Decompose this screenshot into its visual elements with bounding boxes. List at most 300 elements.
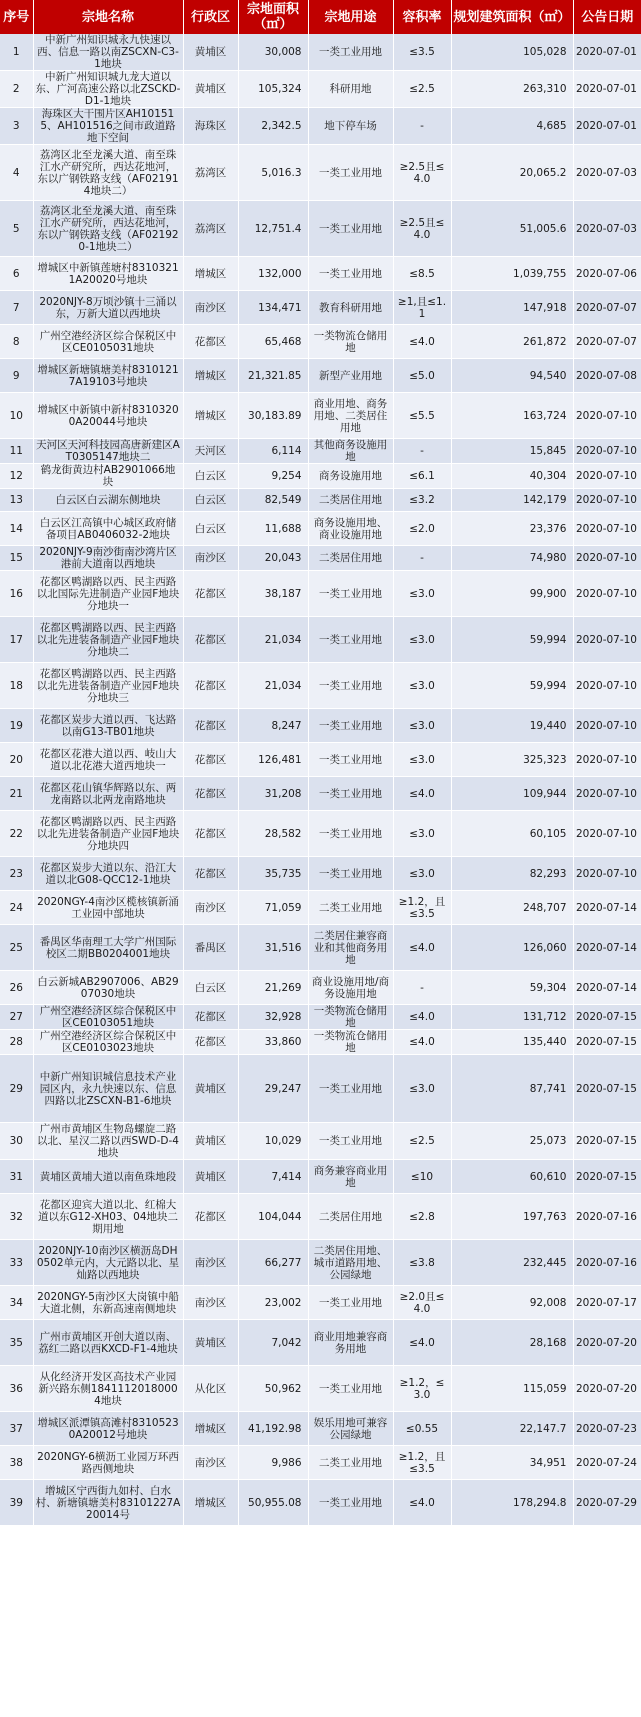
table-row <box>0 464 641 489</box>
cell-planned: 59,994 <box>451 617 573 663</box>
cell-far: ≤3.0 <box>393 1055 451 1123</box>
cell-use: 一类工业用地 <box>308 709 393 743</box>
cell-name: 广州市黄埔区开创大道以南、荔红二路以西KXCD-F1-4地块 <box>33 1320 183 1366</box>
cell-date: 2020-07-03 <box>573 201 641 257</box>
cell-use: 一类物流仓储用地 <box>308 1005 393 1030</box>
cell-seq: 14 <box>0 512 33 546</box>
cell-date: 2020-07-06 <box>573 257 641 291</box>
cell-far: ≤5.0 <box>393 359 451 393</box>
cell-seq: 13 <box>0 489 33 512</box>
cell-date: 2020-07-01 <box>573 71 641 108</box>
cell-planned: 51,005.6 <box>451 201 573 257</box>
cell-seq: 37 <box>0 1412 33 1446</box>
cell-far: ≤0.55 <box>393 1412 451 1446</box>
cell-planned: 109,944 <box>451 777 573 811</box>
cell-far: ≤3.0 <box>393 743 451 777</box>
cell-date: 2020-07-10 <box>573 464 641 489</box>
cell-far: ≤3.2 <box>393 489 451 512</box>
cell-area: 38,187 <box>238 571 308 617</box>
cell-seq: 6 <box>0 257 33 291</box>
cell-planned: 19,440 <box>451 709 573 743</box>
cell-seq: 18 <box>0 663 33 709</box>
cell-name: 花都区鸭湖路以西、民主西路以北先进装备制造产业园F地块分地块四 <box>33 811 183 857</box>
cell-far: ≤2.5 <box>393 1123 451 1160</box>
cell-name: 中新广州知识城信息技术产业园区内，永九快速以东、信息四路以北ZSCXN-B1-6地块 <box>33 1055 183 1123</box>
cell-seq: 32 <box>0 1194 33 1240</box>
cell-name: 天河区天河科技园高唐新建区AT0305147地块二 <box>33 439 183 464</box>
cell-district: 增城区 <box>183 257 238 291</box>
cell-area: 50,962 <box>238 1366 308 1412</box>
cell-seq: 27 <box>0 1005 33 1030</box>
cell-name: 荔湾区北至龙溪大道、南至珠江水产研究所，西达花地河，东以广钢铁路支线（AF021920-1地块二） <box>33 201 183 257</box>
cell-seq: 19 <box>0 709 33 743</box>
cell-use: 商务设施用地 <box>308 464 393 489</box>
cell-seq: 22 <box>0 811 33 857</box>
cell-planned: 163,724 <box>451 393 573 439</box>
cell-name: 增城区派潭镇高滩村83105230A20012号地块 <box>33 1412 183 1446</box>
table-row <box>0 257 641 291</box>
cell-name: 花都区迎宾大道以北、红棉大道以东G12-XH03、04地块二期用地 <box>33 1194 183 1240</box>
table-row <box>0 1320 641 1366</box>
cell-far: - <box>393 971 451 1005</box>
cell-seq: 28 <box>0 1030 33 1055</box>
cell-name: 番禺区华南理工大学广州国际校区二期BB0204001地块 <box>33 925 183 971</box>
cell-area: 21,034 <box>238 617 308 663</box>
cell-use: 商业用地兼容商务用地 <box>308 1320 393 1366</box>
cell-name: 增城区中新镇中新村83103200A20044号地块 <box>33 393 183 439</box>
cell-area: 8,247 <box>238 709 308 743</box>
cell-seq: 21 <box>0 777 33 811</box>
cell-district: 增城区 <box>183 359 238 393</box>
cell-district: 花都区 <box>183 663 238 709</box>
cell-area: 66,277 <box>238 1240 308 1286</box>
cell-seq: 4 <box>0 145 33 201</box>
cell-date: 2020-07-07 <box>573 291 641 325</box>
cell-far: - <box>393 546 451 571</box>
table-row <box>0 71 641 108</box>
cell-name: 花都区鸭湖路以西、民主西路以北国际先进制造产业园F地块分地块一 <box>33 571 183 617</box>
cell-date: 2020-07-01 <box>573 108 641 145</box>
cell-use: 一类工业用地 <box>308 1286 393 1320</box>
cell-date: 2020-07-14 <box>573 925 641 971</box>
cell-planned: 232,445 <box>451 1240 573 1286</box>
cell-planned: 82,293 <box>451 857 573 891</box>
cell-use: 一类工业用地 <box>308 1366 393 1412</box>
cell-use: 商务设施用地、商业设施用地 <box>308 512 393 546</box>
cell-use: 一类工业用地 <box>308 145 393 201</box>
cell-use: 一类工业用地 <box>308 777 393 811</box>
cell-planned: 147,918 <box>451 291 573 325</box>
cell-seq: 2 <box>0 71 33 108</box>
cell-seq: 26 <box>0 971 33 1005</box>
cell-area: 2,342.5 <box>238 108 308 145</box>
cell-seq: 30 <box>0 1123 33 1160</box>
table-header-row <box>0 0 641 34</box>
cell-district: 南沙区 <box>183 1240 238 1286</box>
cell-far: ≤4.0 <box>393 925 451 971</box>
cell-name: 广州空港经济区综合保税区中区CE0103023地块 <box>33 1030 183 1055</box>
cell-date: 2020-07-10 <box>573 617 641 663</box>
cell-date: 2020-07-10 <box>573 857 641 891</box>
table-row <box>0 709 641 743</box>
header-planned: 规划建筑面积（㎡） <box>451 0 573 34</box>
header-date: 公告日期 <box>573 0 641 34</box>
table-row <box>0 325 641 359</box>
cell-far: ≤3.0 <box>393 663 451 709</box>
cell-use: 二类工业用地 <box>308 1446 393 1480</box>
cell-far: ≤3.0 <box>393 617 451 663</box>
cell-district: 花都区 <box>183 743 238 777</box>
table-row <box>0 108 641 145</box>
cell-use: 二类居住兼容商业和其他商务用地 <box>308 925 393 971</box>
cell-seq: 8 <box>0 325 33 359</box>
table-row <box>0 811 641 857</box>
cell-district: 黄埔区 <box>183 71 238 108</box>
cell-far: ≤2.8 <box>393 1194 451 1240</box>
cell-date: 2020-07-15 <box>573 1055 641 1123</box>
cell-area: 21,321.85 <box>238 359 308 393</box>
cell-far: ≤3.0 <box>393 811 451 857</box>
cell-far: ≥1.2，且≤3.5 <box>393 891 451 925</box>
cell-use: 新型产业用地 <box>308 359 393 393</box>
cell-planned: 23,376 <box>451 512 573 546</box>
cell-planned: 135,440 <box>451 1030 573 1055</box>
cell-date: 2020-07-10 <box>573 777 641 811</box>
cell-area: 32,928 <box>238 1005 308 1030</box>
table-row <box>0 1030 641 1055</box>
cell-seq: 35 <box>0 1320 33 1366</box>
cell-use: 其他商务设施用地 <box>308 439 393 464</box>
cell-date: 2020-07-16 <box>573 1194 641 1240</box>
cell-seq: 15 <box>0 546 33 571</box>
cell-planned: 99,900 <box>451 571 573 617</box>
cell-area: 50,955.08 <box>238 1480 308 1526</box>
cell-far: ≤3.5 <box>393 34 451 71</box>
cell-far: ≤2.0 <box>393 512 451 546</box>
cell-use: 一类工业用地 <box>308 1480 393 1526</box>
cell-name: 花都区花港大道以西、岐山大道以北花港大道西地块一 <box>33 743 183 777</box>
cell-area: 9,254 <box>238 464 308 489</box>
cell-planned: 92,008 <box>451 1286 573 1320</box>
cell-use: 二类居住用地 <box>308 1194 393 1240</box>
cell-seq: 25 <box>0 925 33 971</box>
cell-name: 2020NJY-9南沙街南沙湾片区港前大道南以西地块 <box>33 546 183 571</box>
cell-area: 132,000 <box>238 257 308 291</box>
cell-use: 一类工业用地 <box>308 663 393 709</box>
table-row <box>0 1480 641 1526</box>
cell-use: 一类工业用地 <box>308 34 393 71</box>
cell-use: 二类工业用地 <box>308 891 393 925</box>
table-row <box>0 971 641 1005</box>
cell-planned: 142,179 <box>451 489 573 512</box>
table-row <box>0 891 641 925</box>
cell-district: 南沙区 <box>183 291 238 325</box>
cell-area: 35,735 <box>238 857 308 891</box>
cell-area: 126,481 <box>238 743 308 777</box>
cell-seq: 7 <box>0 291 33 325</box>
cell-date: 2020-07-10 <box>573 571 641 617</box>
cell-name: 白云区白云湖东侧地块 <box>33 489 183 512</box>
table-row <box>0 1160 641 1194</box>
cell-date: 2020-07-10 <box>573 393 641 439</box>
cell-area: 41,192.98 <box>238 1412 308 1446</box>
cell-district: 荔湾区 <box>183 201 238 257</box>
cell-far: ≤4.0 <box>393 1480 451 1526</box>
cell-date: 2020-07-01 <box>573 34 641 71</box>
cell-area: 30,008 <box>238 34 308 71</box>
cell-district: 黄埔区 <box>183 1160 238 1194</box>
table-row <box>0 291 641 325</box>
table-row <box>0 1446 641 1480</box>
cell-name: 白云区江高镇中心城区政府储备项目AB0406032-2地块 <box>33 512 183 546</box>
cell-area: 134,471 <box>238 291 308 325</box>
cell-far: ≤3.0 <box>393 709 451 743</box>
table-row <box>0 512 641 546</box>
cell-use: 二类居住用地 <box>308 546 393 571</box>
cell-far: ≤2.5 <box>393 71 451 108</box>
cell-date: 2020-07-15 <box>573 1030 641 1055</box>
table-row <box>0 1286 641 1320</box>
header-use: 宗地用途 <box>308 0 393 34</box>
table-row <box>0 617 641 663</box>
cell-name: 广州空港经济区综合保税区中区CE0105031地块 <box>33 325 183 359</box>
cell-far: ≤6.1 <box>393 464 451 489</box>
cell-seq: 17 <box>0 617 33 663</box>
cell-district: 增城区 <box>183 1412 238 1446</box>
table-row <box>0 925 641 971</box>
header-district: 行政区 <box>183 0 238 34</box>
cell-planned: 40,304 <box>451 464 573 489</box>
cell-planned: 60,610 <box>451 1160 573 1194</box>
header-area: 宗地面积（㎡） <box>238 0 308 34</box>
cell-seq: 12 <box>0 464 33 489</box>
cell-far: ≤5.5 <box>393 393 451 439</box>
cell-seq: 36 <box>0 1366 33 1412</box>
cell-district: 花都区 <box>183 1030 238 1055</box>
table-row <box>0 439 641 464</box>
cell-use: 一类工业用地 <box>308 571 393 617</box>
cell-planned: 1,039,755 <box>451 257 573 291</box>
cell-area: 10,029 <box>238 1123 308 1160</box>
cell-area: 23,002 <box>238 1286 308 1320</box>
cell-seq: 9 <box>0 359 33 393</box>
cell-date: 2020-07-08 <box>573 359 641 393</box>
cell-district: 白云区 <box>183 464 238 489</box>
cell-district: 从化区 <box>183 1366 238 1412</box>
cell-use: 二类居住用地 <box>308 489 393 512</box>
cell-name: 花都区炭步大道以东、沿江大道以北G08-QCC12-1地块 <box>33 857 183 891</box>
cell-date: 2020-07-16 <box>573 1240 641 1286</box>
table-row <box>0 34 641 71</box>
cell-district: 花都区 <box>183 617 238 663</box>
cell-district: 海珠区 <box>183 108 238 145</box>
cell-use: 一类工业用地 <box>308 1123 393 1160</box>
cell-seq: 11 <box>0 439 33 464</box>
cell-planned: 248,707 <box>451 891 573 925</box>
cell-name: 2020NGY-6横沥工业园万环西路西侧地块 <box>33 1446 183 1480</box>
cell-area: 104,044 <box>238 1194 308 1240</box>
header-name: 宗地名称 <box>33 0 183 34</box>
cell-planned: 4,685 <box>451 108 573 145</box>
table-row <box>0 857 641 891</box>
cell-planned: 20,065.2 <box>451 145 573 201</box>
cell-seq: 33 <box>0 1240 33 1286</box>
cell-date: 2020-07-20 <box>573 1366 641 1412</box>
table-row <box>0 571 641 617</box>
cell-name: 黄埔区黄埔大道以南鱼珠地段 <box>33 1160 183 1194</box>
cell-seq: 31 <box>0 1160 33 1194</box>
cell-use: 一类工业用地 <box>308 743 393 777</box>
cell-name: 花都区炭步大道以西、飞达路以南G13-TB01地块 <box>33 709 183 743</box>
cell-far: ≥2.5且≤4.0 <box>393 201 451 257</box>
table-row <box>0 145 641 201</box>
cell-seq: 24 <box>0 891 33 925</box>
cell-planned: 59,304 <box>451 971 573 1005</box>
cell-planned: 263,310 <box>451 71 573 108</box>
cell-area: 31,516 <box>238 925 308 971</box>
cell-far: ≤8.5 <box>393 257 451 291</box>
cell-name: 荔湾区北至龙溪大道、南至珠江水产研究所，西达花地河，东以广钢铁路支线（AF021914地块二） <box>33 145 183 201</box>
cell-area: 29,247 <box>238 1055 308 1123</box>
cell-area: 28,582 <box>238 811 308 857</box>
cell-planned: 28,168 <box>451 1320 573 1366</box>
table-row <box>0 777 641 811</box>
table-row <box>0 546 641 571</box>
table-row <box>0 359 641 393</box>
cell-area: 5,016.3 <box>238 145 308 201</box>
cell-use: 商业用地、商务用地、二类居住用地 <box>308 393 393 439</box>
cell-name: 从化经济开发区高技术产业园新兴路东侧18411120180004地块 <box>33 1366 183 1412</box>
table-row <box>0 1123 641 1160</box>
cell-use: 一类物流仓储用地 <box>308 325 393 359</box>
cell-date: 2020-07-20 <box>573 1320 641 1366</box>
cell-date: 2020-07-10 <box>573 743 641 777</box>
cell-seq: 16 <box>0 571 33 617</box>
cell-seq: 34 <box>0 1286 33 1320</box>
table-row <box>0 393 641 439</box>
cell-date: 2020-07-24 <box>573 1446 641 1480</box>
cell-date: 2020-07-15 <box>573 1005 641 1030</box>
cell-name: 增城区新塘镇塘美村83101217A19103号地块 <box>33 359 183 393</box>
cell-name: 鹤龙街黄边村AB2901066地块 <box>33 464 183 489</box>
cell-date: 2020-07-10 <box>573 811 641 857</box>
cell-date: 2020-07-10 <box>573 546 641 571</box>
cell-planned: 25,073 <box>451 1123 573 1160</box>
table-row <box>0 743 641 777</box>
cell-district: 花都区 <box>183 1194 238 1240</box>
cell-far: ≥1.2，且≤3.5 <box>393 1446 451 1480</box>
cell-date: 2020-07-10 <box>573 663 641 709</box>
cell-date: 2020-07-14 <box>573 891 641 925</box>
cell-far: ≥2.5且≤4.0 <box>393 145 451 201</box>
cell-area: 9,986 <box>238 1446 308 1480</box>
cell-district: 花都区 <box>183 1005 238 1030</box>
cell-district: 白云区 <box>183 971 238 1005</box>
cell-planned: 115,059 <box>451 1366 573 1412</box>
cell-district: 番禺区 <box>183 925 238 971</box>
cell-planned: 22,147.7 <box>451 1412 573 1446</box>
cell-date: 2020-07-10 <box>573 489 641 512</box>
cell-district: 花都区 <box>183 709 238 743</box>
cell-name: 增城区中新镇莲塘村83103211A20020号地块 <box>33 257 183 291</box>
cell-far: ≤3.0 <box>393 857 451 891</box>
table-body <box>0 34 641 1526</box>
cell-name: 花都区鸭湖路以西、民主西路以北先进装备制造产业园F地块分地块二 <box>33 617 183 663</box>
cell-date: 2020-07-10 <box>573 439 641 464</box>
cell-seq: 39 <box>0 1480 33 1526</box>
cell-far: ≤3.0 <box>393 571 451 617</box>
cell-area: 30,183.89 <box>238 393 308 439</box>
cell-planned: 197,763 <box>451 1194 573 1240</box>
header-seq: 序号 <box>0 0 33 34</box>
cell-area: 7,414 <box>238 1160 308 1194</box>
cell-planned: 74,980 <box>451 546 573 571</box>
cell-planned: 261,872 <box>451 325 573 359</box>
cell-use: 一类工业用地 <box>308 857 393 891</box>
cell-name: 白云新城AB2907006、AB2907030地块 <box>33 971 183 1005</box>
cell-name: 广州空港经济区综合保税区中区CE0103051地块 <box>33 1005 183 1030</box>
cell-planned: 105,028 <box>451 34 573 71</box>
cell-far: ≤4.0 <box>393 1320 451 1366</box>
cell-far: ≤4.0 <box>393 325 451 359</box>
cell-area: 6,114 <box>238 439 308 464</box>
cell-district: 黄埔区 <box>183 1055 238 1123</box>
cell-planned: 94,540 <box>451 359 573 393</box>
table-row <box>0 489 641 512</box>
cell-use: 二类居住用地、城市道路用地、公园绿地 <box>308 1240 393 1286</box>
cell-name: 2020NGY-4南沙区榄核镇新涌工业园中部地块 <box>33 891 183 925</box>
cell-seq: 10 <box>0 393 33 439</box>
cell-name: 2020NJY-8万顷沙镇十三涌以东，万新大道以西地块 <box>33 291 183 325</box>
cell-district: 南沙区 <box>183 1286 238 1320</box>
cell-planned: 178,294.8 <box>451 1480 573 1526</box>
cell-date: 2020-07-23 <box>573 1412 641 1446</box>
cell-seq: 1 <box>0 34 33 71</box>
cell-area: 33,860 <box>238 1030 308 1055</box>
cell-use: 地下停车场 <box>308 108 393 145</box>
cell-planned: 325,323 <box>451 743 573 777</box>
cell-district: 荔湾区 <box>183 145 238 201</box>
cell-planned: 131,712 <box>451 1005 573 1030</box>
table-row <box>0 201 641 257</box>
cell-use: 一类工业用地 <box>308 617 393 663</box>
cell-use: 娱乐用地可兼容公园绿地 <box>308 1412 393 1446</box>
cell-date: 2020-07-17 <box>573 1286 641 1320</box>
cell-name: 花都区花山镇华辉路以东、两龙南路以北两龙南路地块 <box>33 777 183 811</box>
cell-far: ≤4.0 <box>393 777 451 811</box>
cell-seq: 20 <box>0 743 33 777</box>
cell-date: 2020-07-15 <box>573 1160 641 1194</box>
cell-date: 2020-07-07 <box>573 325 641 359</box>
cell-far: - <box>393 108 451 145</box>
cell-use: 一类物流仓储用地 <box>308 1030 393 1055</box>
cell-name: 海珠区大干围片区AH101515、AH101516之间市政道路地下空间 <box>33 108 183 145</box>
cell-district: 增城区 <box>183 393 238 439</box>
cell-date: 2020-07-03 <box>573 145 641 201</box>
cell-area: 21,269 <box>238 971 308 1005</box>
cell-district: 南沙区 <box>183 546 238 571</box>
cell-planned: 87,741 <box>451 1055 573 1123</box>
cell-planned: 126,060 <box>451 925 573 971</box>
cell-far: - <box>393 439 451 464</box>
cell-area: 105,324 <box>238 71 308 108</box>
cell-seq: 38 <box>0 1446 33 1480</box>
table-row <box>0 1412 641 1446</box>
table-row <box>0 663 641 709</box>
cell-area: 82,549 <box>238 489 308 512</box>
cell-district: 增城区 <box>183 1480 238 1526</box>
table-row <box>0 1055 641 1123</box>
